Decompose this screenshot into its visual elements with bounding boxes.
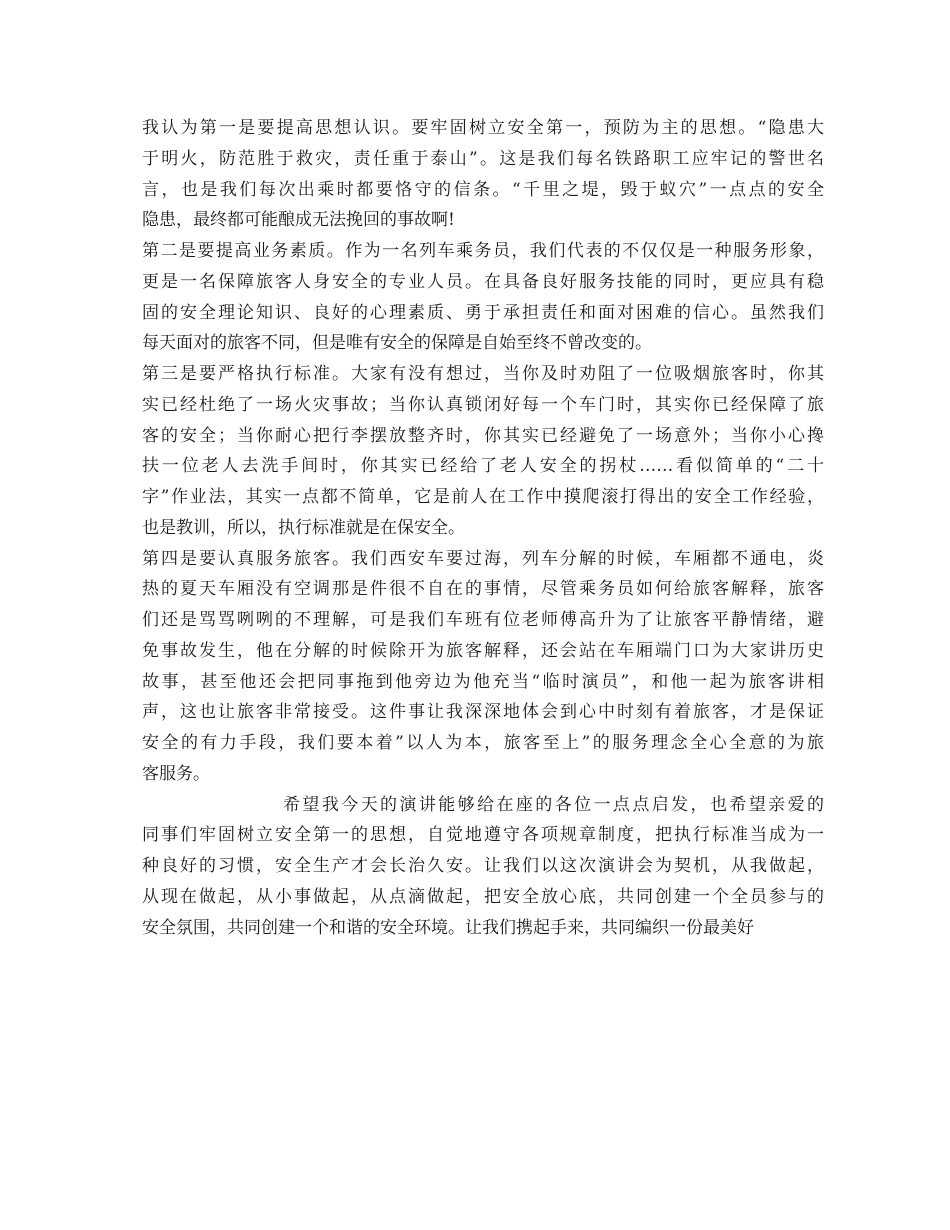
text-line: 于明火，防范胜于救灾，责任重于泰山”。这是我们每名铁路职工应牢记的警世名 [142,148,824,169]
text-line: 第二是要提高业务素质。作为一名列车乘务员，我们代表的不仅仅是一种服务形象， [142,241,824,261]
text-line: 第四是要认真服务旅客。我们西安车要过海，列车分解的时候，车厢都不通电，炎 [142,548,824,569]
text-line: 言，也是我们每次出乘时都要恪守的信条。“千里之堤，毁于蚁穴”一点点的安全 [142,179,824,200]
text-line: 同事们牢固树立安全第一的思想，自觉地遵守各项规章制度，把执行标准当成为一 [142,825,824,846]
text-line: 从现在做起，从小事做起，从点滴做起，把安全放心底，共同创建一个全员参与的 [142,886,824,907]
text-line: 扶一位老人去洗手间时，你其实已经给了老人安全的拐杖……看似简单的“二十 [142,456,824,477]
text-line: 故事，甚至他还会把同事拖到他旁边为他充当“临时演员”，和他一起为旅客讲相 [142,671,824,692]
text-line: 实已经杜绝了一场火灾事故；当你认真锁闭好每一个车门时，其实你已经保障了旅 [142,394,824,415]
text-line: 声，这也让旅客非常接受。这件事让我深深地体会到心中时刻有着旅客，才是保证 [142,702,824,723]
paragraph-second-point [142,236,824,359]
text-line: 种良好的习惯，安全生产才会长治久安。让我们以这次演讲会为契机，从我做起， [142,856,824,876]
text-line: 热的夏天车厢没有空调那是件很不自在的事情，尽管乘务员如何给旅客解释，旅客 [142,579,824,600]
text-line: 更是一名保障旅客人身安全的专业人员。在具备良好服务技能的同时，更应具有稳 [142,271,824,292]
paragraph-third-point [142,359,824,544]
text-line: 客的安全；当你耐心把行李摆放整齐时，你其实已经避免了一场意外；当你小心搀 [142,425,824,446]
text-line: 们还是骂骂咧咧的不理解，可是我们车班有位老师傅高升为了让旅客平静情绪，避 [142,610,824,630]
paragraph-fourth-point [142,544,824,790]
paragraph-first-point [142,113,824,236]
text-line: 固的安全理论知识、良好的心理素质、勇于承担责任和面对困难的信心。虽然我们 [142,302,824,323]
text-line: 免事故发生，他在分解的时候除开为旅客解释，还会站在车厢端门口为大家讲历史 [142,640,824,661]
text-line: 每天面对的旅客不同，但是唯有安全的保障是自始至终不曾改变的。 [142,333,652,354]
document-page [142,113,824,943]
paragraph-closing [142,790,824,944]
text-line: 也是教训，所以，执行标准就是在保安全。 [142,517,465,538]
text-line: 客服务。 [142,763,210,784]
text-line: 安全氛围，共同创建一个和谐的安全环境。让我们携起手来，共同编织一份最美好 [142,917,754,938]
text-line: 字”作业法，其实一点都不简单，它是前人在工作中摸爬滚打得出的安全工作经验， [142,487,824,507]
text-line: 希望我今天的演讲能够给在座的各位一点点启发，也希望亲爱的 [283,794,824,815]
text-line: 隐患，最终都可能酿成无法挽回的事故啊! [142,210,455,231]
text-line: 我认为第一是要提高思想认识。要牢固树立安全第一，预防为主的思想。“隐患大 [142,118,824,138]
text-line: 安全的有力手段，我们要本着”以人为本，旅客至上”的服务理念全心全意的为旅 [142,733,824,753]
text-line: 第三是要严格执行标准。大家有没有想过，当你及时劝阻了一位吸烟旅客时，你其 [142,364,824,384]
